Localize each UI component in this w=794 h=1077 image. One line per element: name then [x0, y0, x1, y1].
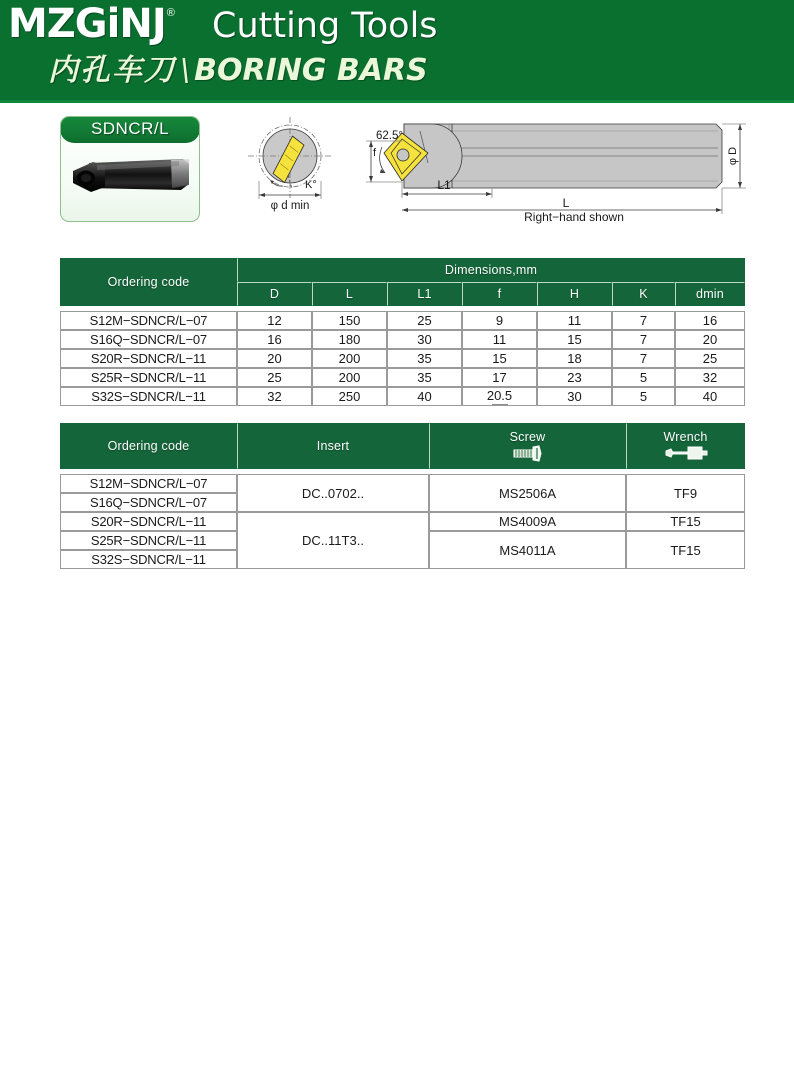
label-f: f	[373, 147, 377, 159]
cell-ordering-code: S32S−SDNCR/L−11	[60, 550, 237, 569]
col-screw	[429, 423, 626, 469]
cell-ordering-code: S25R−SDNCR/L−11	[60, 368, 237, 387]
col-H: H	[537, 282, 612, 306]
label-L1: L1	[437, 178, 451, 192]
dimensions-table-wrap	[60, 258, 745, 406]
cell-L: 200	[312, 368, 387, 387]
screw-icon	[511, 444, 545, 462]
cell-D: 25	[237, 368, 312, 387]
components-table-header-row	[60, 423, 745, 469]
wrench-icon	[664, 444, 708, 462]
cell-f: 15	[462, 349, 537, 368]
side-view-drawing	[366, 124, 746, 224]
col-L: L	[312, 282, 387, 306]
cell-L1: 25	[387, 311, 462, 330]
cell-f: 11	[462, 330, 537, 349]
label-62-5-deg: 62.5°	[376, 130, 403, 142]
cell-L1: 40	[387, 387, 462, 406]
registered-trademark-icon: ®	[166, 7, 175, 19]
cell-H: 18	[537, 349, 612, 368]
cell-ordering-code: S12M−SDNCR/L−07	[60, 474, 237, 493]
cell-L: 180	[312, 330, 387, 349]
label-phi-d-min: φ d min	[270, 200, 310, 212]
header-category-title	[48, 52, 428, 90]
header-category-title-en: BORING BARS	[194, 53, 428, 88]
col-K: K	[612, 282, 675, 306]
dimensions-table-header-row-1	[60, 258, 745, 282]
scan-artifact-line	[492, 404, 508, 405]
cell-ordering-code: S16Q−SDNCR/L−07	[60, 330, 237, 349]
cell-H: 30	[537, 387, 612, 406]
col-group-dimensions: Dimensions,mm	[237, 258, 745, 282]
cell-ordering-code: S20R−SDNCR/L−11	[60, 349, 237, 368]
cell-H: 15	[537, 330, 612, 349]
cell-D: 16	[237, 330, 312, 349]
cell-f-value: 20.5	[486, 388, 513, 403]
col-dmin: dmin	[675, 282, 745, 306]
cell-L: 200	[312, 349, 387, 368]
cell-L1: 35	[387, 349, 462, 368]
table-row	[60, 512, 745, 531]
cell-ordering-code: S12M−SDNCR/L−07	[60, 311, 237, 330]
cell-screw: MS4009A	[429, 512, 626, 531]
table-row	[60, 368, 745, 387]
cell-K: 5	[612, 368, 675, 387]
cell-L: 250	[312, 387, 387, 406]
cell-dmin: 20	[675, 330, 745, 349]
table-row	[60, 387, 745, 406]
cell-dmin: 32	[675, 368, 745, 387]
cell-H: 23	[537, 368, 612, 387]
cell-ordering-code: S25R−SDNCR/L−11	[60, 531, 237, 550]
col-f: f	[462, 282, 537, 306]
technical-diagram-area	[0, 103, 794, 248]
col-L1: L1	[387, 282, 462, 306]
header-tagline: Cutting Tools	[212, 6, 438, 46]
cell-wrench: TF9	[626, 474, 745, 512]
cell-wrench: TF15	[626, 512, 745, 531]
cell-D: 20	[237, 349, 312, 368]
cell-H: 11	[537, 311, 612, 330]
cell-K: 7	[612, 330, 675, 349]
dimensions-table	[60, 258, 745, 406]
table-row	[60, 349, 745, 368]
col-D: D	[237, 282, 312, 306]
label-k-angle: K°	[305, 179, 317, 191]
cell-D: 12	[237, 311, 312, 330]
cell-L1: 35	[387, 368, 462, 387]
cell-dmin: 16	[675, 311, 745, 330]
cell-f: 9	[462, 311, 537, 330]
cell-K: 7	[612, 349, 675, 368]
cell-K: 7	[612, 311, 675, 330]
col-insert: Insert	[237, 423, 429, 469]
cell-dmin: 40	[675, 387, 745, 406]
col-ordering-code: Ordering code	[60, 258, 237, 306]
col-wrench	[626, 423, 745, 469]
cell-dmin: 25	[675, 349, 745, 368]
label-phi-D: φ D	[727, 146, 739, 166]
table-row	[60, 311, 745, 330]
components-table-wrap	[60, 423, 745, 569]
cell-L: 150	[312, 311, 387, 330]
cell-f	[462, 387, 537, 406]
table-row	[60, 474, 745, 493]
cell-D: 32	[237, 387, 312, 406]
product-series-badge: SDNCR/L	[60, 116, 200, 143]
technical-drawings	[0, 103, 794, 248]
brand-logo-text: MZGiNJ	[8, 1, 166, 47]
table-row	[60, 330, 745, 349]
cell-f: 17	[462, 368, 537, 387]
cell-screw: MS2506A	[429, 474, 626, 512]
cell-ordering-code: S32S−SDNCR/L−11	[60, 387, 237, 406]
cell-screw: MS4011A	[429, 531, 626, 569]
cell-insert: DC..11T3..	[237, 512, 429, 569]
col-wrench-label: Wrench	[663, 429, 708, 444]
cell-ordering-code: S16Q−SDNCR/L−07	[60, 493, 237, 512]
cell-K: 5	[612, 387, 675, 406]
header-title-separator: \	[180, 53, 191, 88]
brand-logo	[8, 2, 175, 46]
label-L: L	[562, 196, 570, 210]
page-header-banner	[0, 0, 794, 103]
col-screw-label: Screw	[509, 429, 546, 444]
cell-L1: 30	[387, 330, 462, 349]
end-view-drawing	[248, 117, 332, 212]
components-table	[60, 423, 745, 569]
cell-insert: DC..0702..	[237, 474, 429, 512]
cell-wrench: TF15	[626, 531, 745, 569]
cell-ordering-code: S20R−SDNCR/L−11	[60, 512, 237, 531]
col-ordering-code: Ordering code	[60, 423, 237, 469]
right-hand-shown-caption: Right−hand shown	[524, 210, 624, 224]
header-category-title-cn: 内孔车刀	[48, 53, 176, 88]
